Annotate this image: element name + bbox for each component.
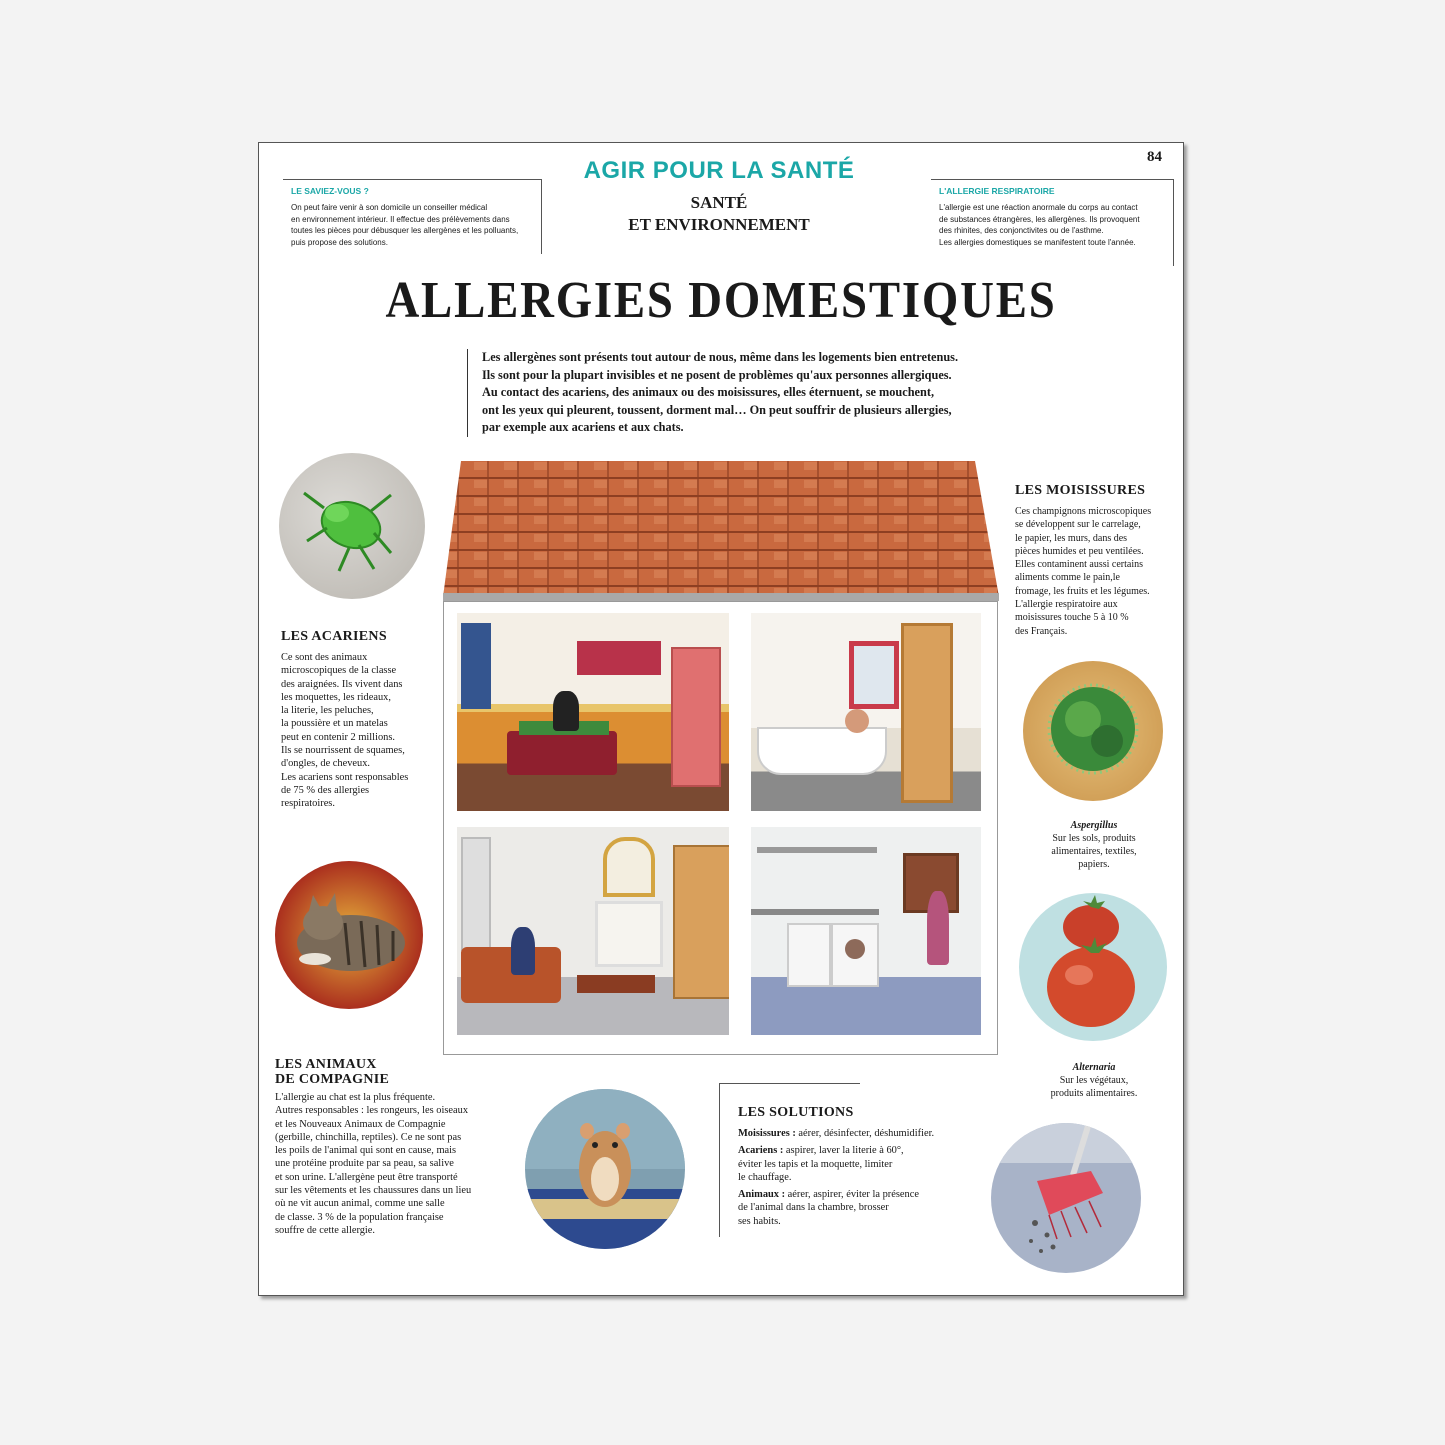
respiratory-allergy-text: L'allergie est une réaction anormale du corps au contact de substances étrangères, les allergènes. Ils provoquent des rhinites, des conjonctivites ou de l'asthme. Les allergies domestiques se manifestent toute l'année. xyxy=(939,203,1140,247)
solutions-text xyxy=(738,1127,998,1228)
broom-illustration xyxy=(991,1123,1141,1273)
intro-paragraph: Les allergènes sont présents tout autour de nous, même dans les logements bien entretenus. Ils sont pour la plupart invisibles et ne posent de problèmes qu'aux personnes allergiques. Au contact des acariens, des animaux ou des moisissures, elles éternuent, se mouchent, ont les yeux qui pleurent, toussent, dorment mal… On peut souffrir de plusieurs allergies, par exemple aux acariens et aux chats. xyxy=(467,349,1082,437)
header xyxy=(539,157,899,235)
aspergillus-caption: Aspergillus Sur les sols, produits alimentaires, textiles, papiers. xyxy=(1009,819,1179,871)
aspergillus-name: Aspergillus xyxy=(1070,820,1118,831)
respiratory-allergy-title: L'ALLERGIE RESPIRATOIRE xyxy=(939,186,1055,196)
mites-section xyxy=(281,629,431,811)
did-you-know-title: LE SAVIEZ-VOUS ? xyxy=(291,186,369,196)
subtitle-line2: ET ENVIRONNEMENT xyxy=(628,215,810,234)
page-number: 84 xyxy=(1147,149,1162,165)
molds-text: Ces champignons microscopiques se développent sur le carrelage, le papier, les murs, dans des pièces humides et peu ventilées. Elles contaminent aussi certains aliments comme le pain,le fromage, les fruits et les légumes. L'allergie respiratoire aux moisissures touche 5 à 10 % des Français. xyxy=(1015,506,1152,637)
solutions-section xyxy=(719,1083,960,1237)
cat-illustration xyxy=(275,861,423,1009)
solution-molds: Moisissures : aérer, désinfecter, déshumidifier. xyxy=(738,1128,935,1139)
laundry-room xyxy=(751,827,981,1035)
bathroom xyxy=(751,613,981,811)
aspergillus-illustration xyxy=(1023,661,1163,801)
alternaria-name: Alternaria xyxy=(1072,1062,1116,1073)
molds-heading: LES MOISISSURES xyxy=(1015,483,1146,498)
house-illustration xyxy=(443,461,1001,1055)
solution-pets: Animaux : aérer, aspirer, éviter la présence de l'animal dans la chambre, brosser ses habits. xyxy=(738,1189,919,1227)
series-title: AGIR POUR LA SANTÉ xyxy=(583,157,855,184)
molds-section xyxy=(1015,483,1175,638)
did-you-know-box xyxy=(283,179,542,254)
poster-sheet xyxy=(258,142,1184,1296)
living-room xyxy=(457,827,729,1035)
pets-heading-line2: DE COMPAGNIE xyxy=(275,1072,390,1087)
mites-text: Ce sont des animaux microscopiques de la classe des araignées. Ils vivent dans les moquettes, les rideaux, la literie, les peluches, la poussière et un matelas peut en contenir 2 millions. Ils se nourrissent de squames, d'ongles, de cheveux. Les acariens sont responsables de 75 % des allergies respiratoires. xyxy=(281,652,409,810)
mites-heading: LES ACARIENS xyxy=(281,629,387,644)
page-title: ALLERGIES DOMESTIQUES xyxy=(385,272,1057,329)
hamster-illustration xyxy=(525,1089,685,1249)
dust-mite-illustration xyxy=(279,453,425,599)
bedroom xyxy=(457,613,729,811)
alternaria-caption: Alternaria Sur les végétaux, produits alimentaires. xyxy=(1009,1061,1179,1100)
pets-section xyxy=(275,1057,515,1237)
roof xyxy=(443,461,1001,603)
solution-mites: Acariens : aspirer, laver la literie à 60°, éviter les tapis et la moquette, limiter le chauffage. xyxy=(738,1145,904,1183)
subtitle-line1: SANTÉ xyxy=(690,193,748,212)
solutions-heading: LES SOLUTIONS xyxy=(738,1105,854,1120)
pets-heading-line1: LES ANIMAUX xyxy=(275,1057,377,1072)
pets-text: L'allergie au chat est la plus fréquente. Autres responsables : les rongeurs, les oiseaux et les Nouveaux Animaux de Compagnie (gerbille, chinchilla, reptiles). Ce ne sont pas les poils de l'animal qui sont en cause, mais une protéine produite par sa peau, sa salive et son urine. L'allergène peut être transporté sur les vêtements et les chaussures dans un lieu où ne vit aucun animal, comme une salle de classe. 3 % de la population française souffre de cette allergie. xyxy=(275,1092,472,1236)
alternaria-tomato-illustration xyxy=(1019,893,1167,1041)
respiratory-allergy-box xyxy=(931,179,1174,266)
did-you-know-text: On peut faire venir à son domicile un conseiller médical en environnement intérieur. Il effectue des prélèvements dans toutes les pièces pour débusquer les allergènes et les polluants, puis propose des solutions. xyxy=(291,203,519,247)
